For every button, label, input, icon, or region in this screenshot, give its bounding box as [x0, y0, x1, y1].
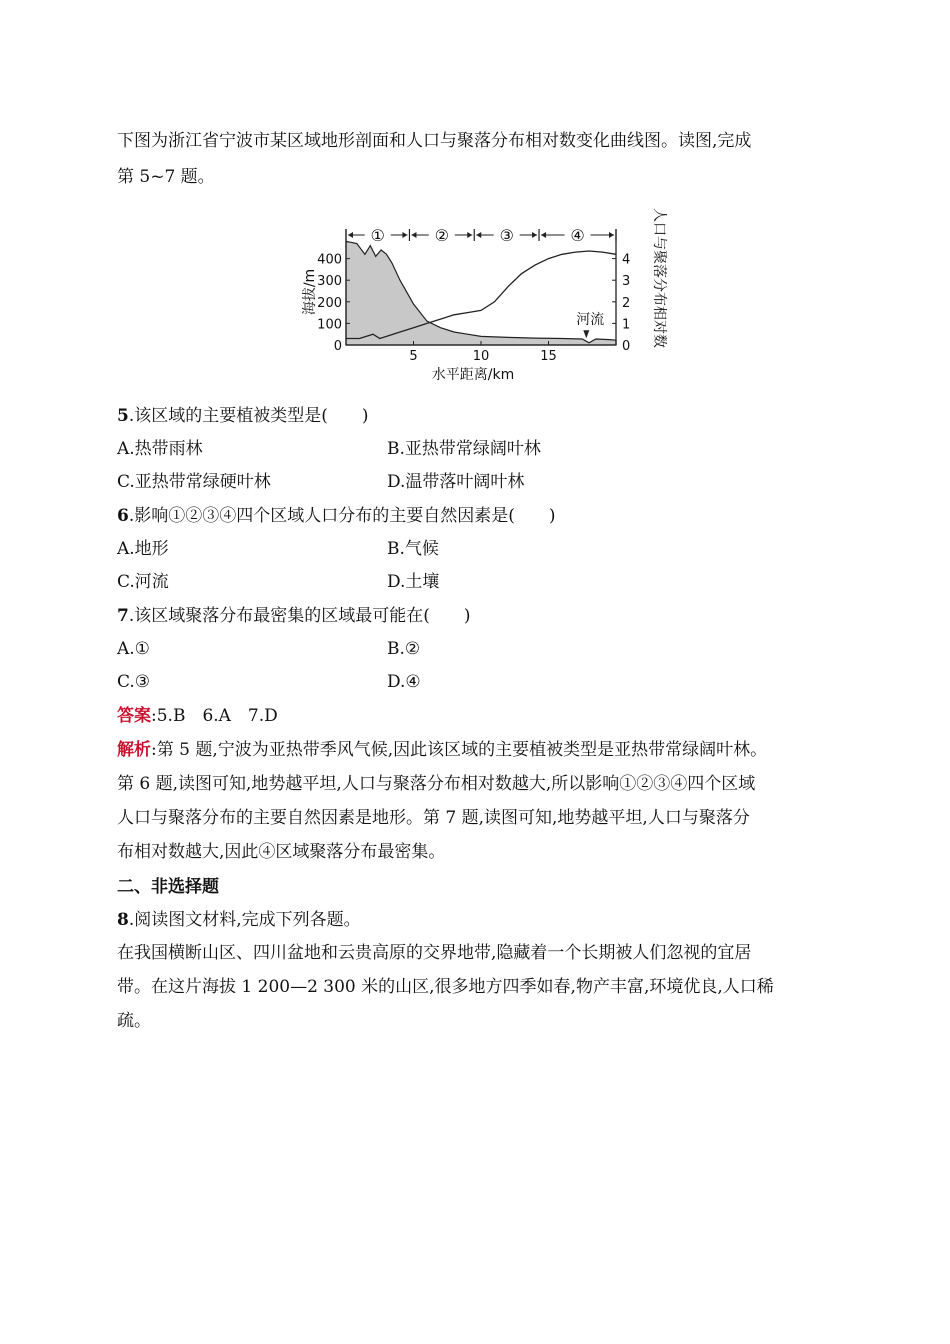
q8-material-line-3: 疏。	[117, 1011, 151, 1031]
right-tick-label: 0	[622, 339, 631, 354]
q6-option-c: C.河流	[117, 572, 169, 592]
right-tick-label: 3	[622, 274, 631, 290]
question-number: 5	[117, 406, 129, 426]
question-number: 6	[117, 506, 129, 526]
left-tick-label: 300	[317, 274, 342, 290]
zone-arrow	[609, 232, 614, 238]
zone-arrow	[411, 232, 416, 238]
question-text: .该区域聚落分布最密集的区域最可能在( )	[128, 606, 471, 626]
right-tick-label: 1	[622, 317, 631, 333]
analysis-line-2: 第 6 题,读图可知,地势越平坦,人口与聚落分布相对数越大,所以影响①②③④四个区域	[117, 774, 756, 794]
x-tick-label: 10	[472, 349, 490, 364]
right-axis-title: 人口与聚落分布相对数	[651, 208, 667, 348]
zone-label: ③	[499, 226, 514, 245]
q6-option-d: D.土壤	[387, 572, 440, 592]
zone-arrow	[402, 232, 407, 238]
zone-arrow	[476, 232, 481, 238]
x-tick-label: 5	[409, 349, 418, 364]
question-text: .阅读图文材料,完成下列各题。	[128, 910, 361, 930]
terrain-population-chart	[290, 195, 690, 385]
river-marker	[583, 330, 589, 338]
analysis-text: :第 5 题,宁波为亚热带季风气候,因此该区域的主要植被类型是亚热带常绿阔叶林。	[151, 740, 768, 760]
intro-line-2: 第 5~7 题。	[117, 167, 215, 187]
x-axis-title: 水平距离/km	[431, 367, 515, 383]
intro-line-1: 下图为浙江省宁波市某区域地形剖面和人口与聚落分布相对数变化曲线图。读图,完成	[117, 131, 752, 151]
analysis-line-4: 布相对数越大,因此④区域聚落分布最密集。	[117, 842, 446, 862]
left-axis-title: 海拔/m	[302, 268, 318, 316]
analysis-label: 解析	[117, 740, 151, 760]
analysis-line-3: 人口与聚落分布的主要自然因素是地形。第 7 题,读图可知,地势越平坦,人口与聚落分	[117, 808, 750, 828]
q5-option-b: B.亚热带常绿阔叶林	[387, 439, 541, 459]
terrain-area	[346, 241, 616, 345]
question-text: .影响①②③④四个区域人口分布的主要自然因素是( )	[128, 506, 556, 526]
question-7	[117, 605, 471, 627]
question-number: 7	[117, 606, 129, 626]
right-tick-label: 4	[622, 252, 631, 268]
q7-option-c: C.③	[117, 672, 151, 692]
x-tick-label: 15	[540, 349, 557, 364]
q5-option-a: A.热带雨林	[117, 439, 203, 459]
left-tick-label: 0	[333, 339, 342, 354]
river-label: 河流	[576, 312, 605, 329]
left-tick-label: 200	[317, 295, 342, 311]
zone-label: ①	[370, 226, 385, 245]
answer-label: 答案	[117, 706, 151, 726]
zone-label: ④	[570, 226, 585, 245]
question-6	[117, 505, 556, 527]
q6-option-a: A.地形	[117, 539, 169, 559]
q8-material-line-1: 在我国横断山区、四川盆地和云贵高原的交界地带,隐藏着一个长期被人们忽视的宜居	[117, 943, 752, 963]
q5-option-d: D.温带落叶阔叶林	[387, 472, 525, 492]
zone-arrow	[532, 232, 537, 238]
q7-option-b: B.②	[387, 639, 421, 659]
zone-label: ②	[434, 226, 450, 245]
left-tick-label: 400	[317, 252, 342, 268]
question-number: 8	[117, 910, 129, 930]
zone-arrow	[348, 232, 353, 238]
question-text: .该区域的主要植被类型是( )	[128, 406, 369, 426]
section-title: 二、非选择题	[117, 877, 219, 897]
answer	[117, 705, 278, 727]
analysis-line-1	[117, 739, 767, 761]
q8-material-line-2: 带。在这片海拔 1 200—2 300 米的山区,很多地方四季如春,物产丰富,环境优良,人口稀	[117, 977, 774, 997]
zone-arrow	[467, 232, 472, 238]
q6-option-b: B.气候	[387, 539, 439, 559]
q5-option-c: C.亚热带常绿硬叶林	[117, 472, 271, 492]
question-8	[117, 909, 361, 931]
q7-option-d: D.④	[387, 672, 421, 692]
question-5	[117, 405, 369, 427]
answer-text: :5.B 6.A 7.D	[151, 706, 278, 726]
zone-arrow	[541, 232, 546, 238]
right-tick-label: 2	[622, 295, 631, 311]
left-tick-label: 100	[317, 317, 342, 333]
q7-option-a: A.①	[117, 639, 150, 659]
